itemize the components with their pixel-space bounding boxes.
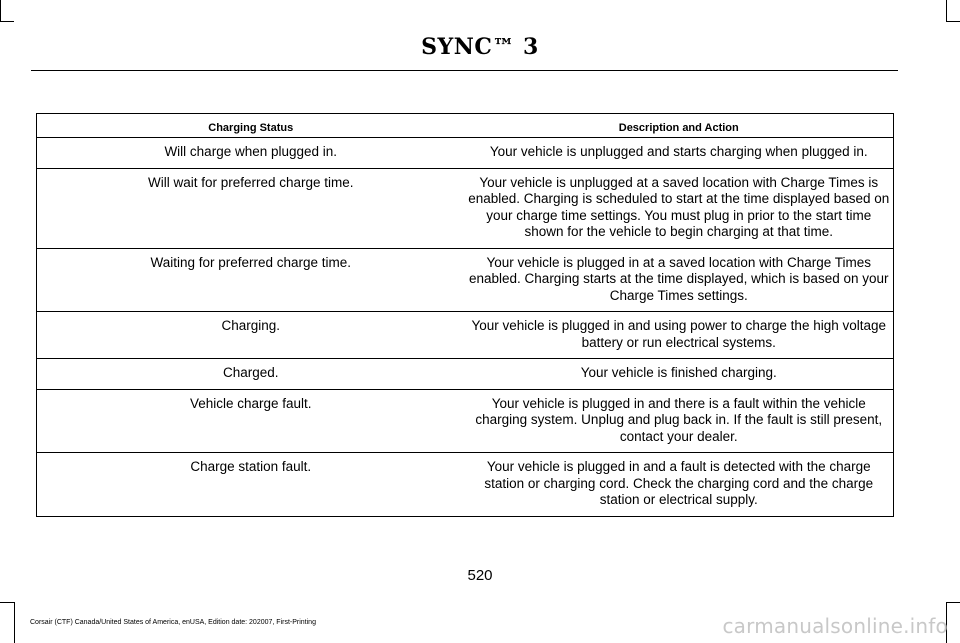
table-row	[37, 248, 894, 312]
column-header-description: Description and Action	[465, 114, 894, 138]
description-cell: Your vehicle is unplugged at a saved location with Charge Times is enabled. Charging is scheduled to start at the time displayed based on your charge time settings. You must plug in prior to the start time shown for the vehicle to begin charging at that time.	[465, 168, 894, 248]
crop-mark-top-right-vertical	[946, 0, 947, 22]
description-cell: Your vehicle is unplugged and starts charging when plugged in.	[465, 138, 894, 169]
page-number: 520	[467, 567, 493, 584]
page-title: SYNC™ 3	[421, 34, 539, 60]
description-cell: Your vehicle is plugged in at a saved location with Charge Times enabled. Charging starts at the time displayed, which is based on your Charge Times settings.	[465, 248, 894, 312]
watermark: carmanualsonline.info	[722, 614, 948, 638]
crop-mark-bottom-left-vertical	[14, 602, 15, 643]
crop-mark-top-left-vertical	[0, 0, 1, 22]
table-row	[37, 312, 894, 359]
table-header-row	[37, 114, 894, 138]
status-cell: Vehicle charge fault.	[37, 389, 465, 453]
status-cell: Charge station fault.	[37, 453, 465, 517]
edition-footer: Corsair (CTF) Canada/United States of America, enUSA, Edition date: 202007, First-Printing	[30, 619, 316, 626]
description-cell: Your vehicle is plugged in and using power to charge the high voltage battery or run electrical systems.	[465, 312, 894, 359]
description-cell: Your vehicle is plugged in and there is a fault within the vehicle charging system. Unplug and plug back in. If the fault is still present, contact your dealer.	[465, 389, 894, 453]
table-row	[37, 168, 894, 248]
description-cell: Your vehicle is finished charging.	[465, 359, 894, 390]
status-cell: Charging.	[37, 312, 465, 359]
crop-mark-top-right-horizontal	[946, 21, 960, 22]
description-cell: Your vehicle is plugged in and a fault is detected with the charge station or charging cord. Check the charging cord and the charge station or electrical supply.	[465, 453, 894, 517]
status-cell: Will wait for preferred charge time.	[37, 168, 465, 248]
header-divider	[31, 70, 898, 71]
crop-mark-bottom-left-horizontal	[0, 602, 15, 603]
status-cell: Will charge when plugged in.	[37, 138, 465, 169]
crop-mark-bottom-right-horizontal	[946, 602, 960, 603]
table-row	[37, 453, 894, 517]
status-cell: Charged.	[37, 359, 465, 390]
crop-mark-top-left-horizontal	[0, 21, 14, 22]
table-row	[37, 138, 894, 169]
status-cell: Waiting for preferred charge time.	[37, 248, 465, 312]
charging-status-table	[36, 113, 894, 517]
table-row	[37, 389, 894, 453]
table-row	[37, 359, 894, 390]
column-header-charging-status: Charging Status	[37, 114, 465, 138]
